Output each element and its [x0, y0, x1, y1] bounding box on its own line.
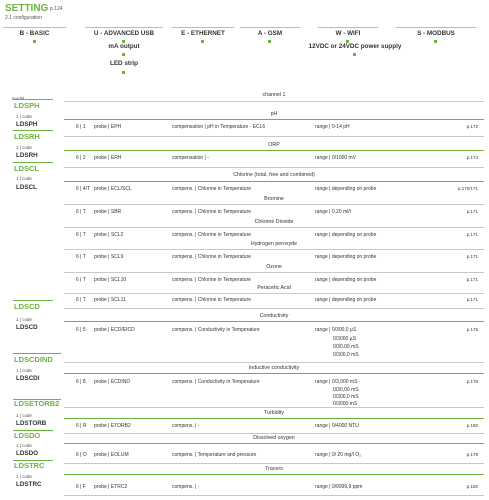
- cell-range-extra: 0/300,0 mS: [333, 394, 359, 400]
- cell-page: p.171: [466, 254, 478, 259]
- cell-range: range | 0/4000 NTU: [315, 423, 359, 429]
- option-dot: [268, 40, 271, 43]
- model-code-label: 1 | code: [16, 145, 32, 150]
- option-modbus: S - MODBUS: [417, 30, 455, 37]
- model-code-label: 1 | code: [16, 413, 32, 418]
- cell-range-extra: 0/30,00 mS: [333, 387, 359, 393]
- option-underline: [85, 27, 163, 28]
- cell-page: p.172: [466, 124, 478, 129]
- cell-page: p.173: [466, 155, 478, 160]
- cell-page: p.170/171: [457, 186, 478, 191]
- category-underline: [64, 321, 484, 322]
- page-reference: p.124: [50, 6, 63, 12]
- cell-page: p.171: [466, 232, 478, 237]
- cell-probe: probe | ETRC2: [94, 484, 128, 490]
- option-advanced-usb: U - ADVANCED USB: [93, 30, 155, 37]
- cell-compensation: compens. | Chlorine in Temperature: [172, 297, 252, 303]
- category-title: Chlorine (total, free and combined): [233, 172, 315, 178]
- category-title: Turbidity: [263, 410, 285, 416]
- divider: [64, 407, 484, 408]
- cell-position: 6 | 8: [76, 379, 86, 385]
- cell-range: range | depending on probe: [315, 297, 377, 303]
- model-code: LDSTORB: [16, 420, 47, 427]
- cell-range: range | 0/1000 mV: [315, 155, 357, 161]
- cell-page: p.171: [466, 277, 478, 282]
- model-code: LDSCDI: [16, 375, 40, 382]
- model-group-title: LDSDO: [14, 431, 41, 440]
- model-group-title: LDSTRC: [14, 461, 45, 470]
- cell-range: range | 0/ 20 mg/l O₂: [315, 452, 362, 458]
- cell-probe: probe | SCL11: [94, 297, 126, 303]
- option-ethernet: E - ETHERNET: [181, 30, 225, 37]
- category-underline: [64, 474, 484, 475]
- cell-position: 6 | T: [76, 254, 86, 260]
- extra-led-strip: LED strip: [110, 60, 138, 67]
- cell-page: p.171: [466, 297, 478, 302]
- model-code: LDSCL: [16, 184, 37, 191]
- cell-range: range | 0/300,0 µS: [315, 327, 357, 333]
- cell-probe: probe | EPH: [94, 124, 122, 130]
- cell-probe: probe | SCL2: [94, 232, 124, 238]
- model-group-title: LDSCD: [14, 302, 40, 311]
- option-dot: [434, 40, 437, 43]
- option-dot: [33, 40, 36, 43]
- cell-compensation: compens. | Temperature and pressure: [172, 452, 257, 458]
- cell-range-extra: 0/300,0 mS: [333, 352, 359, 358]
- option-underline: [172, 27, 234, 28]
- cell-compensation: compens. | Chlorine in Temperature: [172, 232, 252, 238]
- cell-compensation: compens. | Chlorine in Temperature: [172, 186, 252, 192]
- cell-position: 6 | R: [76, 423, 87, 429]
- cell-position: 6 | O: [76, 452, 87, 458]
- cell-page: p.179: [466, 452, 478, 457]
- model-underline: [13, 353, 61, 354]
- cell-range: range | 0/3,000 mS: [315, 379, 358, 385]
- option-basic: B - BASIC: [19, 30, 50, 37]
- category-underline: [64, 443, 484, 444]
- page-subtitle: 2.1 configuration: [5, 15, 42, 21]
- cell-probe: probe | ETORB2: [94, 423, 131, 429]
- cell-position: 6 | F: [76, 484, 86, 490]
- cell-compensation: compens. | -: [172, 484, 200, 490]
- cell-page: p.175: [466, 327, 478, 332]
- category-title: Conductivity: [259, 313, 289, 319]
- option-gsm: A - GSM: [257, 30, 283, 37]
- cell-page: p.171: [466, 209, 478, 214]
- cell-probe: probe | SCL9: [94, 254, 124, 260]
- model-code: LDSTRC: [16, 481, 42, 488]
- model-underline: [13, 300, 53, 301]
- category-title: Bromine: [264, 196, 284, 202]
- model-code-label: 1 | code: [16, 443, 32, 448]
- model-group-title: LDSCDIND: [14, 355, 53, 364]
- cell-position: 6 | T: [76, 277, 86, 283]
- cell-compensation: compensation | pH in Temperature - ECL6: [172, 124, 266, 130]
- cell-position: 6 | T: [76, 297, 86, 303]
- cell-position: 6 | 4/T: [76, 186, 91, 192]
- cell-page: p.180: [466, 423, 478, 428]
- cell-page: p.178: [466, 379, 478, 384]
- option-dot: [353, 53, 356, 56]
- model-underline: [13, 130, 53, 131]
- category-title: Ozone: [266, 264, 282, 270]
- model-group-title: LDSRH: [14, 132, 40, 141]
- cell-compensation: compens. | Chlorine in Temperature: [172, 277, 252, 283]
- cell-probe: probe | ECDIND: [94, 379, 131, 385]
- cell-position: 6 | T: [76, 232, 86, 238]
- divider: [64, 204, 484, 205]
- model-code-label: 1 | code: [16, 368, 32, 373]
- divider: [64, 463, 484, 464]
- divider: [64, 362, 484, 363]
- channel-header: channel 1: [262, 92, 286, 98]
- cell-probe: probe | SCL10: [94, 277, 127, 283]
- category-underline: [64, 373, 484, 374]
- model-underline: [13, 99, 53, 100]
- divider: [64, 308, 484, 309]
- cell-compensation: compens. | Conductivity in Temperature: [172, 379, 260, 385]
- cell-compensation: compensation | -: [172, 155, 209, 161]
- divider: [64, 293, 484, 294]
- option-dot: [122, 71, 125, 74]
- page-title: SETTING: [5, 3, 49, 14]
- option-underline: [396, 27, 476, 28]
- extra-power-supply: 12VDC or 24VDC power supply: [308, 43, 402, 50]
- category-title: Peracetic Acid: [257, 285, 291, 291]
- divider: [64, 167, 484, 168]
- divider: [64, 433, 484, 434]
- category-title: Chlorine Dioxide: [254, 219, 294, 225]
- divider: [64, 101, 484, 102]
- model-group-title: LDSETORB2: [14, 399, 60, 408]
- cell-page: p.180: [466, 484, 478, 489]
- model-code: LDSCD: [16, 324, 38, 331]
- category-title: pH: [270, 111, 278, 117]
- category-title: ORP: [268, 142, 280, 148]
- option-dot: [122, 53, 125, 56]
- cell-range: range | 0/9999,9 ppm: [315, 484, 363, 490]
- cell-position: 6 | 1: [76, 124, 86, 130]
- cell-compensation: compens. | Chlorine in Temperature: [172, 209, 252, 215]
- option-underline: [240, 27, 300, 28]
- divider: [64, 272, 484, 273]
- cell-probe: probe | ECL/SCL: [94, 186, 132, 192]
- cell-probe: probe | ERH: [94, 155, 122, 161]
- cell-range-extra: 0/3000 mS: [333, 401, 358, 407]
- cell-range-extra: 0/3000 µS: [333, 336, 356, 342]
- model-code-label: 1 | code: [16, 474, 32, 479]
- cell-position: 6 | 5: [76, 327, 86, 333]
- cell-range: range | 0.20 ml/l: [315, 209, 351, 215]
- cell-compensation: compens. | Conductivity in Temperature: [172, 327, 260, 333]
- category-underline: [64, 181, 484, 182]
- cell-probe: probe | ECD/EICD: [94, 327, 135, 333]
- option-underline: [318, 27, 378, 28]
- cell-probe: probe | SBR: [94, 209, 122, 215]
- category-title: Hydrogen peroxyde: [250, 241, 298, 247]
- model-group-title: LDSPH: [14, 101, 40, 110]
- model-group-title: LDSCL: [14, 164, 39, 173]
- extra-ma-output: mA output: [108, 43, 140, 50]
- option-dot: [201, 40, 204, 43]
- model-code: LDSRH: [16, 152, 38, 159]
- model-code-label: 1 | code: [16, 317, 32, 322]
- category-title: Tracers: [265, 466, 283, 472]
- divider: [64, 136, 484, 137]
- cell-position: 6 | 2: [76, 155, 86, 161]
- cell-range: range | depending on probe: [315, 232, 377, 238]
- divider: [64, 227, 484, 228]
- model-code-label: 1 | code: [16, 176, 32, 181]
- cell-range: range | depending on probe: [315, 254, 377, 260]
- model-code-label: 1 | code: [16, 114, 32, 119]
- cell-range-extra: 0/30,00 mS: [333, 344, 359, 350]
- category-underline: [64, 150, 484, 151]
- option-wifi: W - WIFI: [335, 30, 361, 37]
- divider: [64, 249, 484, 250]
- cell-compensation: compens. | Chlorine in Temperature: [172, 254, 252, 260]
- cell-range: range | 0-14 pH: [315, 124, 350, 130]
- cell-compensation: compens. | -: [172, 423, 200, 429]
- category-title: Dissolved oxygen: [253, 435, 295, 441]
- cell-position: 6 | T: [76, 209, 86, 215]
- category-title: Inductive conductivity: [248, 365, 300, 371]
- category-underline: [64, 119, 484, 120]
- category-underline: [64, 418, 484, 419]
- option-underline: [3, 27, 66, 28]
- cell-probe: probe | EOLUM: [94, 452, 129, 458]
- model-underline: [13, 162, 53, 163]
- model-code: LDSPH: [16, 121, 38, 128]
- model-code: LDSDO: [16, 450, 39, 457]
- cell-range: range | depending on probe: [315, 277, 377, 283]
- cell-range: range | depending on probe: [315, 186, 377, 192]
- divider: [64, 495, 484, 496]
